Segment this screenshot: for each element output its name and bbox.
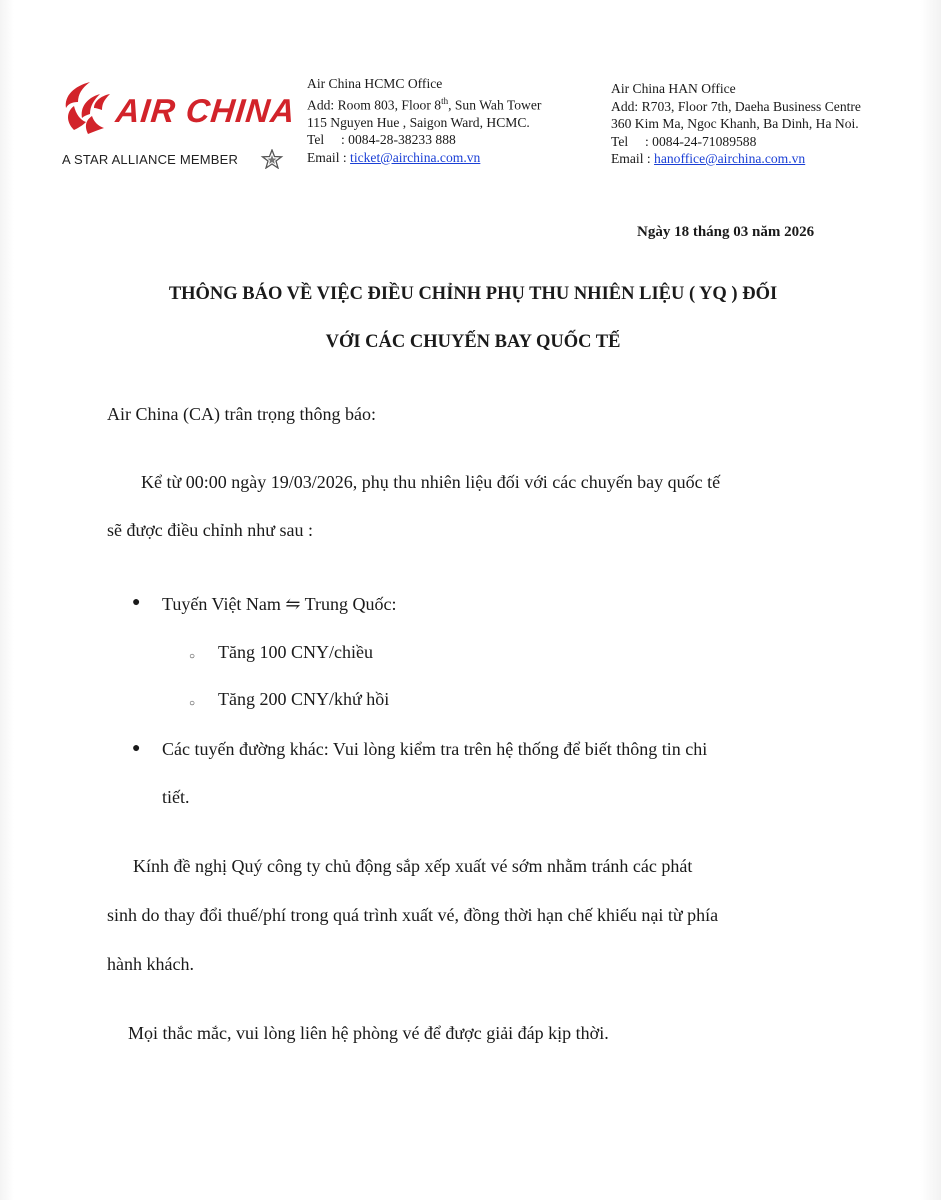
greeting: Air China (CA) trân trọng thông báo:	[107, 404, 376, 424]
other-routes-line-2: tiết.	[162, 787, 190, 807]
han-office-tel	[611, 133, 861, 151]
hcmc-office-email	[307, 149, 541, 167]
hcmc-email-link[interactable]: ticket@airchina.com.vn	[350, 149, 481, 165]
surcharge-round-trip: Tăng 200 CNY/khứ hồi	[218, 689, 390, 709]
intro-line-2: sẽ được điều chỉnh như sau :	[107, 520, 313, 540]
intro-line-1: Kể từ 00:00 ngày 19/03/2026, phụ thu nhiên liệu đối với các chuyến bay quốc tế	[141, 472, 721, 492]
hcmc-tel-label: Tel	[307, 132, 325, 148]
phoenix-logo-icon	[60, 78, 112, 138]
surcharge-one-way: Tăng 100 CNY/chiều	[218, 642, 373, 662]
hcmc-address-sup: th	[441, 95, 449, 106]
han-office-address-2: 360 Kim Ma, Ngoc Khanh, Ba Dinh, Ha Noi.	[611, 116, 859, 131]
star-alliance-icon	[260, 149, 284, 169]
notice-title-line-1: THÔNG BÁO VỀ VIỆC ĐIỀU CHỈNH PHỤ THU NHIÊN LIỆU ( YQ ) ĐỐI	[168, 284, 778, 304]
han-tel-label: Tel	[611, 133, 629, 149]
route-vietnam-china: Tuyến Việt Nam ⇋ Trung Quốc:	[162, 594, 397, 614]
air-china-logo	[60, 78, 300, 178]
han-office-block	[611, 80, 861, 168]
brand-name: AIR CHINA	[114, 92, 298, 129]
han-office-email	[611, 150, 861, 168]
hcmc-tel-value: : 0084-28-38233 888	[341, 132, 456, 148]
hcmc-office-name: Air China HCMC Office	[307, 76, 443, 91]
sub-bullet-circle-icon: ○	[189, 698, 196, 709]
hcmc-email-label: Email :	[307, 149, 351, 165]
han-office-name: Air China HAN Office	[611, 81, 736, 96]
request-line-2: sinh do thay đổi thuế/phí trong quá trình xuất vé, đồng thời hạn chế khiếu nại từ phía	[107, 905, 719, 925]
notice-title-line-2: VỚI CÁC CHUYẾN BAY QUỐC TẾ	[325, 332, 621, 352]
han-email-link[interactable]: hanoffice@airchina.com.vn	[654, 151, 806, 166]
sub-bullet-circle-icon: ○	[189, 651, 196, 662]
hcmc-office-address-2: 115 Nguyen Hue , Saigon Ward, HCMC.	[307, 114, 530, 130]
bullet-dot-icon: ●	[132, 741, 141, 756]
hcmc-address-rest: , Sun Wah Tower	[448, 97, 542, 113]
contact-note: Mọi thắc mắc, vui lòng liên hệ phòng vé để được giải đáp kịp thời.	[128, 1023, 609, 1043]
request-line-3: hành khách.	[107, 954, 194, 974]
document-date: Ngày 18 tháng 03 năm 2026	[637, 224, 815, 240]
hcmc-office-tel	[307, 131, 541, 149]
han-email-label: Email :	[611, 151, 655, 166]
hcmc-office-address-1	[307, 93, 541, 114]
han-tel-value: : 0084-24-71089588	[645, 133, 757, 149]
bullet-dot-icon: ●	[132, 595, 141, 610]
request-line-1: Kính đề nghị Quý công ty chủ động sắp xếp xuất vé sớm nhằm tránh các phát	[133, 856, 693, 876]
other-routes-line-1: Các tuyến đường khác: Vui lòng kiểm tra trên hệ thống để biết thông tin chi	[162, 739, 708, 759]
hcmc-address-text: Add: Room 803, Floor 8	[307, 97, 442, 113]
star-alliance-label: A STAR ALLIANCE MEMBER	[62, 152, 239, 167]
han-office-address-1: Add: R703, Floor 7th, Daeha Business Centre	[611, 98, 861, 114]
hcmc-office-block	[307, 75, 541, 166]
